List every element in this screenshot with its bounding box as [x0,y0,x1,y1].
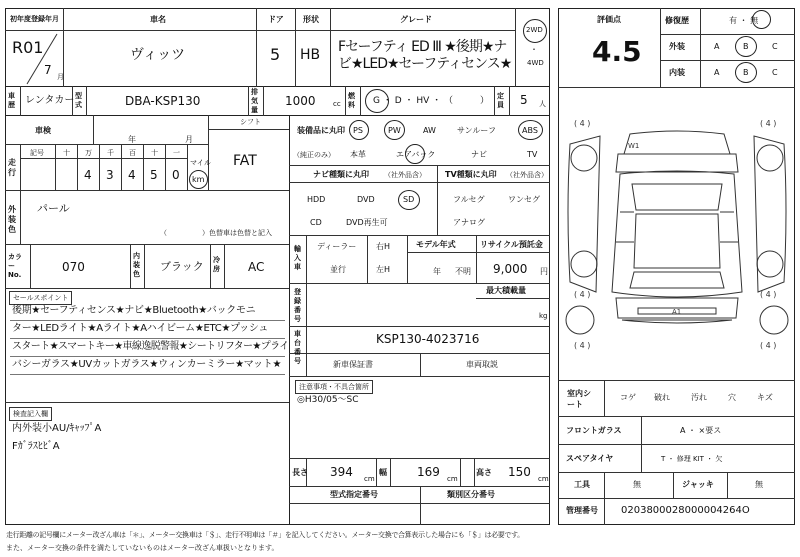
drive-2wd: 2WD [526,26,543,34]
max-load-header: 最大積載量 [486,286,526,295]
shape: HB [300,47,321,63]
jack: 無 [755,480,763,489]
navi-cd: CD [310,218,322,227]
interior-grade-header: 内装 [669,68,685,77]
diagram-label-a1: A1 [672,308,682,316]
mile-label: マイル [190,159,211,167]
car-name: ヴィッツ [130,47,186,63]
tv-fullseg: フルセグ [453,195,485,204]
windshield-header: フロントガラス [566,426,622,435]
seats-unit: 人 [539,100,546,108]
color-no: 070 [62,260,85,274]
height-header: 高さ [476,468,492,477]
seats-header: 定員 [497,92,504,109]
navi-sd: SD [403,195,415,204]
color-header: 外装色 [8,205,16,234]
score: 4.5 [592,35,642,68]
interior-color: ブラック [160,260,204,273]
svg-text:( 4 ): ( 4 ) [760,119,777,128]
repaint-note: （ ）色替車は色替と記入 [160,229,272,237]
equip-ps: PS [353,126,363,135]
odometer-digit: 4 [128,168,136,182]
digit-header-4: 十 [151,149,158,157]
model-header: 型式 [75,92,82,109]
grade-line2: ビ★LED★セーフティセンス★ [338,56,512,72]
mileage-header: 走行 [8,158,16,177]
mileage-mark: 記号 [30,149,44,157]
chassis-header: 車台番号 [294,330,301,365]
recycle-header: リサイクル預託金 [480,240,543,249]
model-year-unit: 年 [433,267,441,276]
equip-aw: AW [423,126,436,135]
right-hand: 右H [376,242,391,251]
drive-dot: ・ [530,45,538,54]
equip-airbag: エアバック [396,150,436,159]
exterior-grade-a: A [714,42,720,51]
sales-line: バシーガラス★UVカットガラス★ウィンカーミラー★マット★ [12,359,282,370]
sales-line: 後期★セーフティセンス★ナビ★Bluetooth★バックモニ [12,305,256,316]
seats: 5 [520,93,528,107]
grade-line1: Fセーフティ ED Ⅲ ★後期★ナ [338,39,507,55]
km-label: km [192,175,205,184]
history-header: 車歴 [8,92,15,109]
navi-hdd: HDD [307,195,326,204]
width-header: 幅 [379,468,387,477]
exterior-grade-circle [735,36,757,57]
color-no-header: カラーNo. [8,253,22,279]
shape-header: 形状 [303,15,319,24]
interior-grade-circle [735,62,757,83]
odometer-digit: 0 [172,168,180,182]
reg-no-header: 登録番号 [294,288,301,323]
parallel: 並行 [330,265,346,274]
length-unit: cm [364,475,375,483]
inspector-line: FｶﾞﾗｽﾋﾋﾞA [12,441,60,452]
car-damage-diagram [560,92,794,378]
mgmt-header: 管理番号 [566,506,598,515]
svg-text:( 4 ): ( 4 ) [760,341,777,350]
odometer-digit: 3 [106,168,114,182]
inspector-header: 検査記入欄 [9,407,52,421]
digit-header-5: 一 [173,149,180,157]
drive-4wd: 4WD [527,59,544,67]
class-no-header: 類別区分番号 [447,490,495,499]
equip-leather: 本革 [350,150,366,159]
equip-pw: PW [388,126,401,135]
doors: 5 [270,45,281,64]
score-header: 評価点 [597,15,621,24]
fuel-header: 燃料 [348,92,355,109]
navi-dvd-play: DVD再生可 [346,218,388,227]
repair-options: 有 ・ 無 [729,16,759,25]
exterior-grade-b: B [743,42,749,51]
disp-header: 排気量 [251,88,258,114]
width-unit: cm [447,475,458,483]
shift-header: シフト [240,118,261,126]
dealer: ディーラー [317,242,357,251]
footer-note-1: 走行距離の記号欄にメーター改ざん車は「＊」、メーター交換車は「＄」、走行不明車は「＃」を記入してください。メーター交換で合算表示した場合にも「＄」は必要です。 [6,531,524,539]
odometer-digit: 5 [150,168,158,182]
seat-option: キズ [757,393,773,402]
inspection-header: 車検 [35,126,51,135]
footer-note-2: また、メーター交換の条件を満たしていないものはメーター改ざん車扱いとなります。 [6,544,279,552]
svg-text:( 4 ): ( 4 ) [574,341,591,350]
new-warranty: 新車保証書 [333,360,373,369]
car-name-header: 車名 [150,15,166,24]
chassis: KSP130-4023716 [376,332,480,346]
equip-sunroof: サンルーフ [457,126,496,135]
diagram-label-w1: W1 [628,142,640,150]
repair-header: 修復歴 [665,16,689,25]
digit-header-3: 百 [129,149,136,157]
spare: T ・ 修理 KIT ・ 欠 [661,455,723,463]
navi-header: ナビ種類に丸印 [313,170,369,179]
grade-header: グレード [400,15,432,24]
svg-text:( 4 ): ( 4 ) [574,290,591,299]
sales-line: ター★LEDライト★Aライト★Aハイビーム★ETC★プッシュ [12,323,269,334]
tv-analog: アナログ [453,218,485,227]
recycle: 9,000 [493,262,528,276]
notes: ◎H30/05～SC [297,395,359,405]
inspector-line: 内外装小AU/ｷｬｯﾌﾟA [12,423,102,434]
seat-option: 破れ [654,393,670,402]
model: DBA-KSP130 [125,94,201,108]
notes-header: 注意事項・不具合箇所 [295,380,373,394]
equip-navi: ナビ [471,150,487,159]
model-year-header: モデル年式 [416,240,456,249]
history: レンタカー [25,95,75,106]
shift: FAT [233,153,257,169]
interior-color-header: 内装色 [133,252,140,278]
sales-line: スタート★スマートキー★車線逸脱警報★シートリフター★プライ [12,341,289,352]
odometer-digit: 4 [84,168,92,182]
equip-tv: TV [527,150,538,159]
digit-header-0: 十 [63,149,70,157]
interior-grade-c: C [772,68,778,77]
exterior-grade-header: 外装 [669,42,685,51]
navi-sub: （社外品含） [384,171,426,179]
length: 394 [330,465,353,479]
max-load-unit: kg [539,312,548,320]
model-year: 不明 [455,267,471,276]
seat-option: 穴 [728,393,736,402]
svg-text:( 4 ): ( 4 ) [760,290,777,299]
disp-unit: cc [333,100,341,108]
length-header: 長さ [292,468,308,477]
svg-text:( 4 ): ( 4 ) [574,119,591,128]
interior-grade-a: A [714,68,720,77]
doors-header: ドア [268,15,284,24]
recycle-unit: 円 [540,267,548,276]
fuel-options: G ・ D ・ HV ・ （ ） [373,96,489,106]
sales-header: セールスポイント [9,291,72,305]
digit-header-1: 万 [85,149,92,157]
seat-header: 室内シート [567,389,591,409]
reg-year: R01 [12,38,44,57]
windshield: A ・ ×要ス [680,426,722,435]
equip-header: 装備品に丸印 [297,126,345,135]
inspection-month-unit: 月 [185,135,193,144]
exterior-grade-c: C [772,42,778,51]
height: 150 [508,465,531,479]
tools: 無 [633,480,641,489]
tv-sub: （社外品含） [506,171,548,179]
import-header: 輸入車 [294,245,301,271]
exterior-color: パール [37,202,70,215]
interior-grade-b: B [743,68,749,77]
jack-header: ジャッキ [682,480,714,489]
equip-sub: （純正のみ） [293,151,335,159]
spare-header: スペアタイヤ [566,454,614,463]
repair-none-circle [752,10,771,29]
tv-oneseg: ワンセグ [508,195,540,204]
disp: 1000 [285,94,316,108]
height-unit: cm [538,475,549,483]
seat-option: コゲ [620,393,636,402]
left-hand: 左H [376,265,391,274]
tools-header: 工具 [574,480,590,489]
mgmt: 0203800028000004264O [621,505,750,516]
reg-year-header: 初年度登録年月 [10,15,59,23]
ac-header: 冷房 [213,256,220,273]
width: 169 [417,465,440,479]
equip-abs: ABS [522,126,538,135]
ac: AC [248,260,265,274]
digit-header-2: 千 [107,149,114,157]
navi-dvd: DVD [357,195,375,204]
type-no-header: 型式指定番号 [330,490,378,499]
tv-header: TV種類に丸印 [445,170,497,179]
reg-month: 7 [44,63,52,77]
reg-month-unit: 月 [57,73,64,81]
seat-option: 汚れ [691,393,707,402]
manual: 車両取説 [466,360,498,369]
inspection-year-unit: 年 [128,135,136,144]
